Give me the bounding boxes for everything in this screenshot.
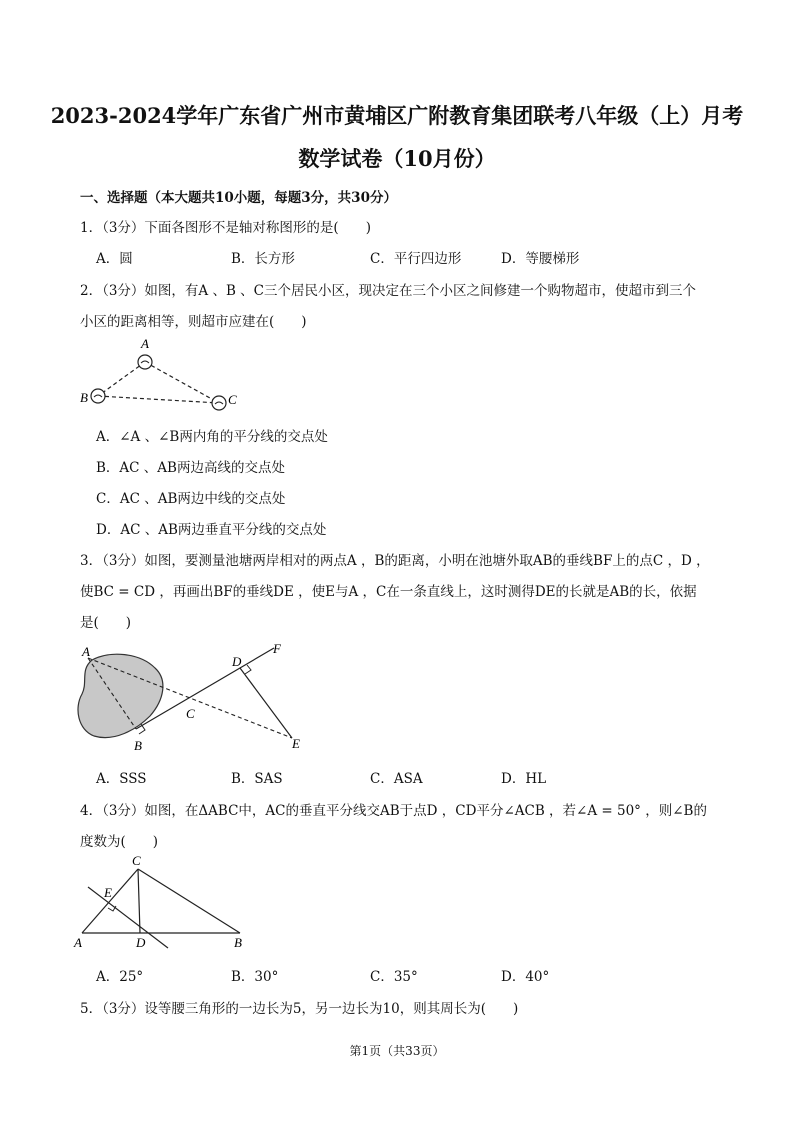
q3-option-d: D．HL xyxy=(501,771,547,787)
q3-label-b: B xyxy=(134,738,142,753)
q2-label-a: A xyxy=(141,336,149,351)
q3-label-e: E xyxy=(292,736,300,751)
question-3-stem-line3: 是( ) xyxy=(80,615,132,631)
q4-label-c: C xyxy=(132,853,141,868)
q3-option-b: B．SAS xyxy=(231,771,283,787)
q2-option-c: C．AC 、AB两边中线的交点处 xyxy=(96,491,286,507)
q1-option-b: B．长方形 xyxy=(231,251,295,267)
section-heading: 一、选择题（本大题共10小题，每题3分，共30分） xyxy=(80,190,397,206)
q4-triangle-figure xyxy=(70,853,270,953)
q1-option-d: D．等腰梯形 xyxy=(501,251,580,267)
q1-option-a: A．圆 xyxy=(96,251,133,267)
q4-option-c: C．35° xyxy=(370,969,418,985)
q4-label-d: D xyxy=(136,935,146,950)
q1-option-c: C．平行四边形 xyxy=(370,251,462,267)
question-3-stem-line2: 使BC = CD ，再画出BF的垂线DE ，使E与A ，C在一条直线上，这时测得DE的长就是AB的长，依据 xyxy=(80,584,697,600)
q3-option-a: A．SSS xyxy=(96,771,147,787)
q3-option-c: C．ASA xyxy=(370,771,423,787)
document-title-line1: 2023-2024学年广东省广州市黄埔区广附教育集团联考八年级（上）月考 xyxy=(50,103,744,128)
q3-label-d: D xyxy=(232,654,242,669)
q4-label-e: E xyxy=(104,885,112,900)
question-4-stem-line1: 4．（3分）如图，在ΔABC中，AC的垂直平分线交AB于点D ，CD平分∠ACB ，若∠A = 50° ，则∠B的 xyxy=(80,803,707,819)
question-1-stem: 1．（3分）下面各图形不是轴对称图形的是( ) xyxy=(80,220,371,236)
q4-label-a: A xyxy=(74,935,82,950)
q3-label-a: A xyxy=(82,644,90,659)
q2-option-d: D．AC 、AB两边垂直平分线的交点处 xyxy=(96,522,327,538)
q4-option-a: A．25° xyxy=(96,969,144,985)
q4-label-b: B xyxy=(234,935,242,950)
question-4-stem-line2: 度数为( ) xyxy=(80,834,159,850)
page-footer: 第1页（共33页） xyxy=(349,1044,445,1058)
q4-option-d: D．40° xyxy=(501,969,550,985)
question-3-stem-line1: 3．（3分）如图，要测量池塘两岸相对的两点A ，B的距离，小明在池塘外取AB的垂线BF上的点C ，D ， xyxy=(80,553,710,569)
question-2-stem-line2: 小区的距离相等，则超市应建在( ) xyxy=(80,314,307,330)
q2-option-a: A．∠A 、∠B两内角的平分线的交点处 xyxy=(96,429,328,445)
q4-option-b: B．30° xyxy=(231,969,279,985)
q2-triangle-figure xyxy=(70,330,270,420)
q3-label-f: F xyxy=(273,641,281,656)
q3-label-c: C xyxy=(186,706,195,721)
q2-option-b: B．AC 、AB两边高线的交点处 xyxy=(96,460,285,476)
q2-label-b: B xyxy=(80,390,88,405)
q3-pond-figure xyxy=(70,638,330,758)
document-title-line2: 数学试卷（10月份） xyxy=(298,146,496,171)
question-5-stem: 5．（3分）设等腰三角形的一边长为5，另一边长为10，则其周长为( ) xyxy=(80,1001,519,1017)
question-2-stem-line1: 2．（3分）如图，有A 、B 、C三个居民小区，现决定在三个小区之间修建一个购物超市，使超市到三个 xyxy=(80,283,697,299)
q2-label-c: C xyxy=(228,392,237,407)
